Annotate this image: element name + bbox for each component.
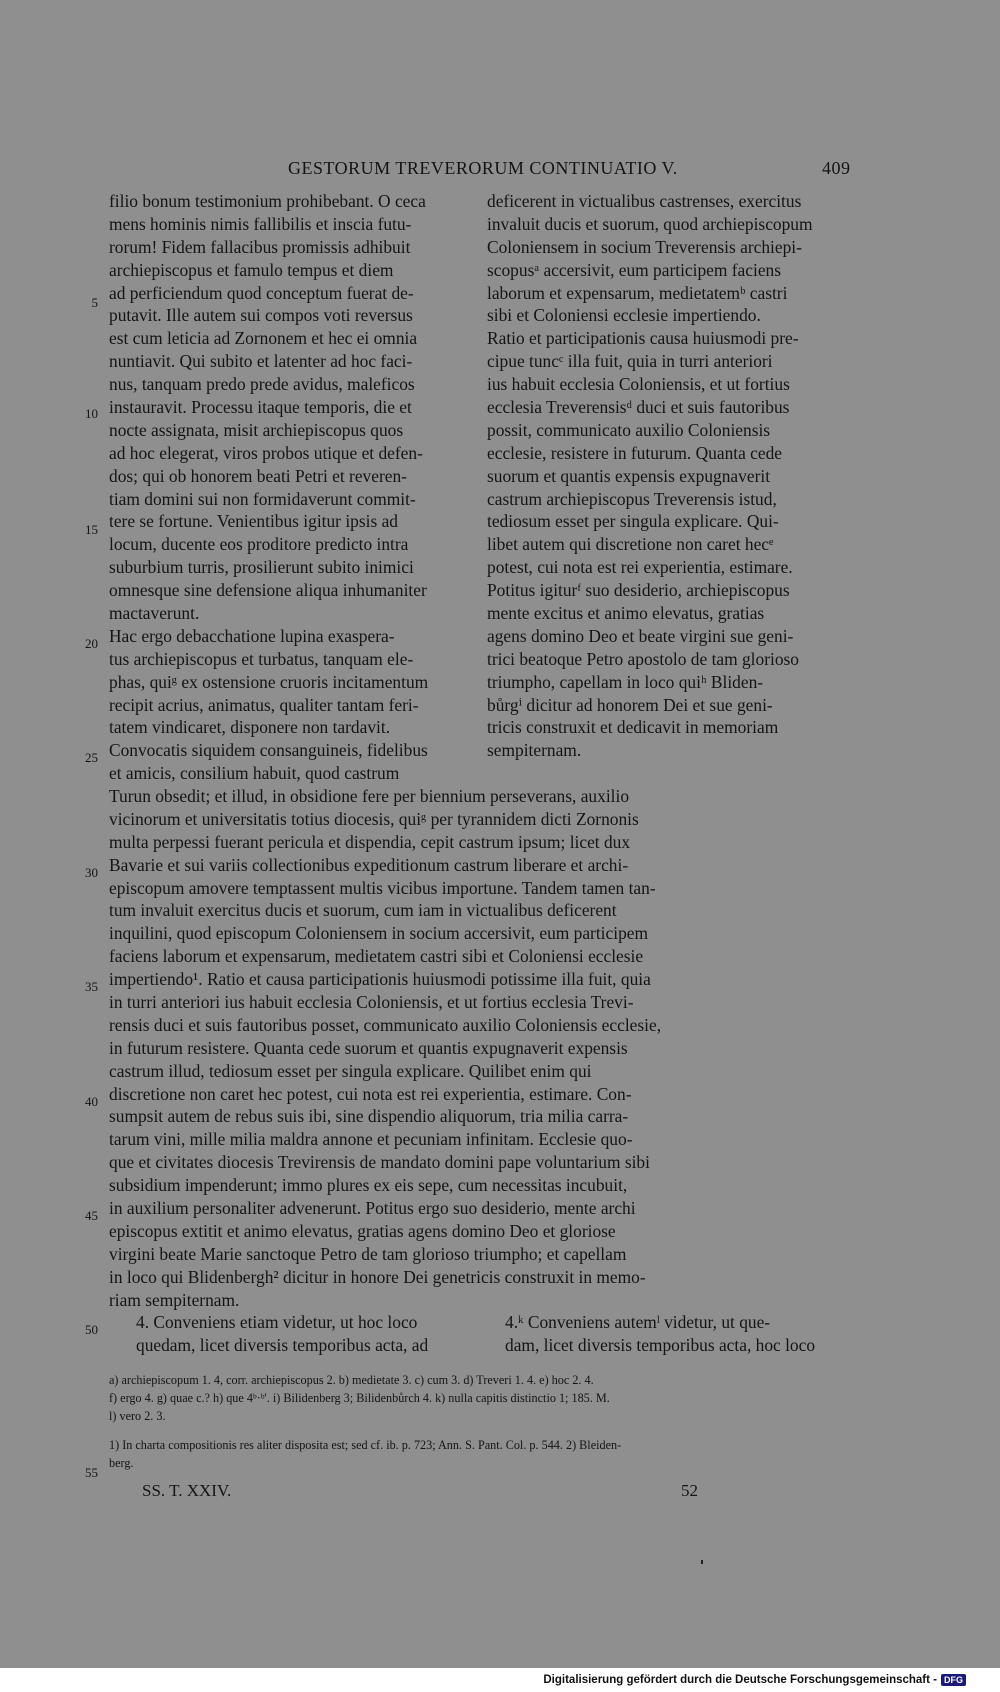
text-line: castrum archiepiscopus Treverensis istud, (487, 488, 777, 509)
text-line: sempiternam. (487, 740, 582, 761)
right-section-4-text (505, 1311, 853, 1357)
text-line: discretione non caret hec potest, cui nota est rei experientia, estimare. Con- (109, 1083, 632, 1104)
text-line: est cum leticia ad Zornonem et hec ei omnia (109, 328, 418, 349)
text-line: mens hominis nimis fallibilis et inscia futu- (109, 213, 412, 234)
right-column-text (487, 190, 853, 762)
text-line: ad hoc elegerat, viros probos utique et defen- (109, 442, 423, 463)
text-line: potest, cui nota est rei experientia, estimare. (487, 557, 793, 578)
line-number: 45 (85, 1208, 98, 1223)
text-line: tiam domini sui non formidaverunt commit- (109, 488, 416, 509)
text-line: episcopus extitit et animo elevatus, gratias agens domino Deo et gloriose (109, 1220, 616, 1241)
line-number: 35 (85, 979, 98, 994)
line-number: 20 (85, 636, 98, 651)
line-number: 55 (85, 1465, 98, 1480)
text-line: phas, quiᵍ ex ostensione cruoris incitamentum (109, 671, 429, 692)
text-line: multa perpessi fuerant pericula et dispendia, cepit castrum ipsum; licet dux (109, 831, 631, 852)
text-line: nus, tanquam predo prede avidus, maleficos (109, 374, 415, 395)
text-line: mactaverunt. (109, 603, 200, 624)
text-line: trici beatoque Petro apostolo de tam glorioso (487, 648, 799, 669)
text-line: nocte assignata, misit archiepiscopus quos (109, 419, 404, 440)
text-line: inquilini, quod episcopum Coloniensem in socium accersivit, eum participem (109, 923, 649, 944)
text-line: dos; qui ob honorem beati Petri et reveren- (109, 465, 407, 486)
line-number: 5 (91, 295, 98, 310)
line-number: 30 (85, 865, 98, 880)
text-line: tricis construxit et dedicavit in memoriam (487, 717, 779, 738)
text-line: virgini beate Marie sanctoque Petro de tam glorioso triumpho; et capellam (109, 1243, 627, 1264)
text-line: mente excitus et animo elevatus, gratias (487, 603, 765, 624)
text-line: archiepiscopus et famulo tempus et diem (109, 259, 394, 280)
text-line: suorum et quantis expensis expugnaverit (487, 465, 771, 486)
text-line: Bavarie et sui variis collectionibus expeditionum castrum liberare et archi- (109, 854, 629, 875)
text-line: bůrgⁱ dicitur ad honorem Dei et sue geni- (487, 694, 773, 715)
text-line: ius habuit ecclesia Coloniensis, et ut fortius (487, 374, 790, 395)
text-line: tediosum esset per singula explicare. Qui- (487, 511, 779, 532)
text-line: quedam, licet diversis temporibus acta, ad (136, 1334, 429, 1355)
text-line: in turri anteriori ius habuit ecclesia Coloniensis, et ut fortius ecclesia Trevi- (109, 992, 634, 1013)
text-line: impertiendo¹. Ratio et causa participationis huiusmodi potissime illa fuit, quia (109, 969, 651, 990)
text-line: et amicis, consilium habuit, quod castrum (109, 763, 400, 784)
line-number: 40 (85, 1094, 98, 1109)
text-line: laborum et expensarum, medietatemᵇ castri (487, 282, 788, 303)
footnotes (109, 1436, 859, 1472)
running-title: GESTORUM TREVERORUM CONTINUATIO V. (288, 158, 678, 178)
text-line: triumpho, capellam in loco quiʰ Bliden- (487, 671, 764, 692)
line-number: 25 (85, 750, 98, 765)
text-line: scopusᵃ accersivit, eum participem faciens (487, 259, 782, 280)
text-line: castrum illud, tediosum esset per singula explicare. Quilibet enim qui (109, 1060, 592, 1081)
text-line: Convocatis siquidem consanguineis, fidelibus (109, 740, 428, 761)
text-line: que et civitates diocesis Trevirensis de mandato domini pape voluntarium sibi (109, 1152, 650, 1173)
text-line: Hac ergo debacchatione lupina exaspera- (109, 625, 395, 646)
text-line: in loco qui Blidenbergh² dicitur in honore Dei genetricis construxit in memo- (109, 1266, 646, 1287)
text-line: ecclesie, resistere in futurum. Quanta cede (487, 442, 783, 463)
text-line: rensis duci et suis fautoribus posset, communicato auxilio Coloniensis ecclesie, (109, 1014, 662, 1035)
full-width-text (109, 785, 737, 1311)
text-line: filio bonum testimonium prohibebant. O ceca (109, 191, 426, 211)
text-line: recipit acrius, animatus, qualiter tantam feri- (109, 694, 419, 715)
text-line: Turun obsedit; et illud, in obsidione fere per biennium perseverans, auxilio (109, 786, 630, 806)
text-line: Potitus igiturᶠ suo desiderio, archiepiscopus (487, 580, 790, 601)
apparatus-line: a) archiepiscopum 1. 4, corr. archiepiscopus 2. b) medietate 3. c) cum 3. d) Treveri 1. 4. e) hoc 2. 4. (109, 1373, 594, 1387)
text-line: cipue tuncᶜ illa fuit, quia in turri anteriori (487, 351, 773, 372)
text-line: Coloniensem in socium Treverensis archiepi- (487, 236, 802, 257)
page-number: 409 (822, 158, 851, 178)
text-line: tatem vindicaret, disponere non tardavit. (109, 717, 391, 738)
sheet-number: 52 (681, 1481, 698, 1500)
text-line: ad perficiendum quod conceptum fuerat de- (109, 282, 414, 303)
text-line: faciens laborum et expensarum, medietatem castri sibi et Coloniensi ecclesie (109, 946, 644, 967)
left-column-text (109, 190, 471, 785)
line-number: 50 (85, 1322, 98, 1337)
text-line: tum invaluit exercitus ducis et suorum, cum iam in victualibus deficerent (109, 900, 617, 921)
text-line: tus archiepiscopus et turbatus, tanquam ele- (109, 648, 414, 669)
text-line: in auxilium personaliter advenerunt. Potitus ergo suo desiderio, mente archi (109, 1198, 636, 1219)
ink-speck (701, 1560, 703, 1564)
text-line: sumpsit autem de rebus suis ibi, sine dispendio aliquorum, tria milia carra- (109, 1106, 629, 1127)
line-number: 10 (85, 406, 98, 421)
left-section-4-text (136, 1311, 471, 1357)
line-number: 15 (85, 522, 98, 537)
text-line: invaluit ducis et suorum, quod archiepiscopum (487, 213, 813, 234)
text-line: putavit. Ille autem sui compos voti reversus (109, 305, 413, 326)
text-line: rorum! Fidem fallacibus promissis adhibuit (109, 236, 411, 257)
text-line: omnesque sine defensione aliqua inhumaniter (109, 580, 427, 601)
text-line: vicinorum et universitatis totius diocesis, quiᵍ per tyrannidem dicti Zornonis (109, 808, 639, 829)
text-line: dam, licet diversis temporibus acta, hoc loco (505, 1334, 816, 1355)
volume-signature: SS. T. XXIV. (142, 1481, 232, 1500)
credit-text: Digitalisierung gefördert durch die Deutsche Forschungsgemeinschaft - (543, 1674, 937, 1686)
text-line: sibi et Coloniensi ecclesie impertiendo. (487, 305, 761, 326)
text-line: possit, communicato auxilio Coloniensis (487, 419, 771, 440)
text-line: episcopum amovere temptassent multis vicibus importune. Tandem tamen tan- (109, 877, 656, 898)
text-line: suburbium turris, prosilierunt subito inimici (109, 557, 414, 578)
footnote-line: berg. (109, 1456, 134, 1470)
text-line: nuntiavit. Qui subito et latenter ad hoc faci- (109, 351, 413, 372)
text-line: tarum vini, mille milia maldra annone et pecuniam infinitam. Ecclesie quo- (109, 1129, 633, 1150)
digitization-credit (543, 1674, 966, 1686)
text-line: Ratio et participationis causa huiusmodi pre- (487, 328, 799, 349)
text-line: locum, ducente eos proditore predicto intra (109, 534, 409, 555)
text-line: in futurum resistere. Quanta cede suorum et quantis expugnaverit expensis (109, 1037, 628, 1058)
text-line: instauravit. Processu itaque temporis, die et (109, 397, 412, 418)
text-line: 4.ᵏ Conveniens autemˡ videtur, ut que- (505, 1312, 771, 1332)
text-line: ecclesia Treverensisᵈ duci et suis fautoribus (487, 397, 790, 418)
critical-apparatus (109, 1371, 859, 1425)
text-line: subsidium impenderunt; immo plures ex eis sepe, cum necessitas incubuit, (109, 1175, 628, 1196)
apparatus-line: f) ergo 4. g) quae c.? h) que 4ᵇ·ᵇ'. i) Bilidenberg 3; Bilidenbůrch 4. k) nulla capitis distinctio 1; 185. M. (109, 1391, 610, 1405)
text-line: libet autem qui discretione non caret hecᵉ (487, 534, 774, 555)
apparatus-line: l) vero 2. 3. (109, 1409, 166, 1423)
text-line: tere se fortune. Venientibus igitur ipsis ad (109, 511, 398, 532)
text-line: riam sempiternam. (109, 1289, 240, 1310)
footnote-line: 1) In charta compositionis res aliter disposita est; sed cf. ib. p. 723; Ann. S. Pant. Col. p. 544. 2) Bleiden- (109, 1438, 622, 1452)
dfg-logo: DFG (941, 1674, 966, 1686)
text-line: 4. Conveniens etiam videtur, ut hoc loco (136, 1312, 418, 1332)
text-line: agens domino Deo et beate virgini sue geni- (487, 625, 794, 646)
text-line: deficerent in victualibus castrenses, exercitus (487, 191, 802, 211)
